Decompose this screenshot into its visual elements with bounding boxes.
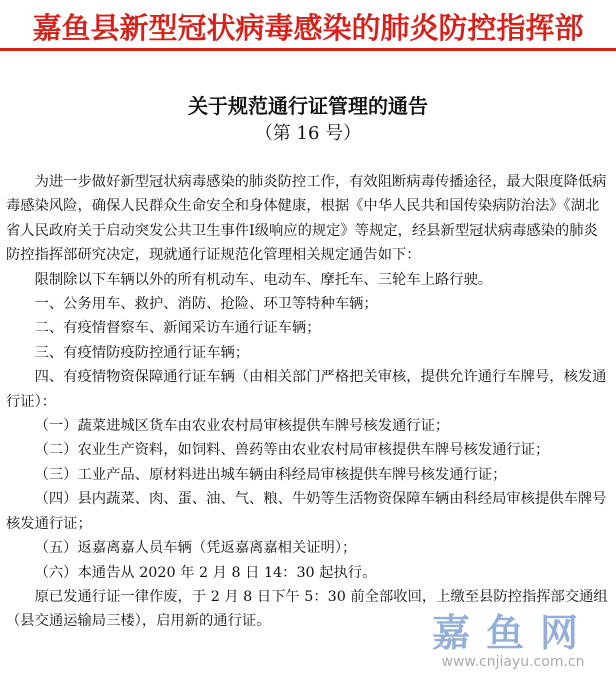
header-divider (0, 48, 616, 51)
paragraph-item-4: 四、有疫情物资保障通行证车辆（由相关部门严格把关审核，提供允许通行车牌号，核发通行证）： (6, 369, 607, 410)
notice-title: 关于规范通行证管理的通告 (188, 94, 428, 118)
paragraph-item-3: 三、有疫情防疫防控通行证车辆； (34, 344, 250, 361)
paragraph-sub-6: （六）本通告从 2020 年 2 月 8 日 14：30 起执行。 (34, 564, 377, 581)
issuer-header: 嘉鱼县新型冠状病毒感染的肺炎防控指挥部 (32, 11, 584, 45)
paragraph-sub-1: （一）蔬菜进城区货车由农业农村局审核提供车牌号核发通行证； (34, 418, 450, 435)
watermark-logo: 嘉鱼网 (431, 611, 594, 655)
paragraph-item-2: 二、有疫情督察车、新闻采访车通行证车辆； (34, 320, 321, 337)
paragraph-intro: 为进一步做好新型冠状病毒感染的肺炎防控工作，有效阻断病毒传播途径，最大限度降低病毒感染风险，确保人民群众生命安全和身体健康，根据《中华人民共和国传染病防治法》《湖北省人民政府关于启动突发公共卫生事件Ⅰ级响应的规定》等规定，经县新型冠状病毒感染的肺炎防控指挥部研究决定，现就通行证规范化管理相关规定通告如下： (6, 174, 607, 264)
notice-number: （第 16 号） (254, 123, 362, 144)
paragraph-sub-5: （五）返嘉离嘉人员车辆（凭返嘉离嘉相关证明）； (34, 540, 357, 557)
paragraph-sub-3: （三）工业产品、原材料进出城车辆由科经局审核提供车牌号核发通行证； (34, 466, 507, 483)
paragraph-item-1: 一、公务用车、救护、消防、抢险、环卫等特种车辆； (34, 296, 378, 313)
watermark-url: www.cnjiayu.com.cn (441, 654, 585, 670)
paragraph-sub-4: （四）县内蔬菜、肉、蛋、油、气、粮、牛奶等生活物资保障车辆由科经局审核提供车牌号核发通行证； (6, 491, 607, 532)
paragraph-restriction: 限制除以下车辆以外的所有机动车、电动车、摩托车、三轮车上路行驶。 (34, 271, 493, 288)
paragraph-closing: 原已发通行证一律作废，于 2 月 8 日下午 5：30 前全部收回，上缴至县防控指挥部交通组（县交通运输局三楼），启用新的通行证。 (6, 588, 608, 630)
notice-body (6, 170, 612, 634)
paragraph-sub-2: （二）农业生产资料，如饲料、兽药等由农业农村局审核提供车牌号核发通行证； (34, 442, 550, 459)
